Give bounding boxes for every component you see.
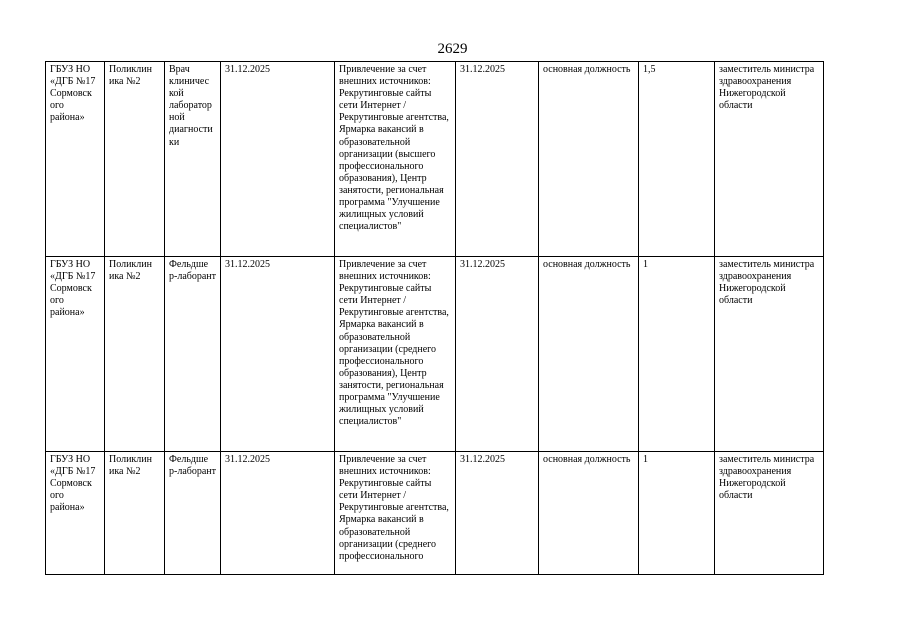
cell-date: 31.12.2025	[221, 452, 335, 575]
cell-deadline: 31.12.2025	[456, 62, 539, 257]
cell-rate: 1,5	[639, 62, 715, 257]
cell-responsible: заместитель министра здравоохранения Нижегородской области	[715, 257, 824, 452]
cell-deadline: 31.12.2025	[456, 257, 539, 452]
cell-rate: 1	[639, 452, 715, 575]
cell-job-type: основная должность	[539, 257, 639, 452]
cell-rate: 1	[639, 257, 715, 452]
staffing-plan-table	[45, 61, 824, 575]
cell-position: Врач клиничес кой лаборатор ной диагности ки	[165, 62, 221, 257]
table-row	[46, 62, 824, 257]
cell-organization: ГБУЗ НО «ДГБ №17 Сормовск ого района»	[46, 452, 105, 575]
cell-deadline: 31.12.2025	[456, 452, 539, 575]
cell-date: 31.12.2025	[221, 257, 335, 452]
cell-organization: ГБУЗ НО «ДГБ №17 Сормовск ого района»	[46, 257, 105, 452]
cell-responsible: заместитель министра здравоохранения Нижегородской области	[715, 62, 824, 257]
cell-job-type: основная должность	[539, 452, 639, 575]
table-row	[46, 257, 824, 452]
cell-measures: Привлечение за счет внешних источников: Рекрутинговые сайты сети Интернет / Рекрутинговые агентства, Ярмарка вакансий в образовательной организации (высшего профессионального образования), Центр занятости, региональная программа "Улучшение жилищных условий специалистов"	[335, 62, 456, 257]
cell-measures: Привлечение за счет внешних источников: Рекрутинговые сайты сети Интернет / Рекрутинговые агентства, Ярмарка вакансий в образовательной организации (среднего профессионального образования), Центр занятости, региональная программа "Улучшение жилищных условий специалистов"	[335, 257, 456, 452]
cell-subdivision: Поликлин ика №2	[105, 62, 165, 257]
table-row	[46, 452, 824, 575]
cell-position: Фельдше р-лаборант	[165, 452, 221, 575]
cell-subdivision: Поликлин ика №2	[105, 257, 165, 452]
cell-date: 31.12.2025	[221, 62, 335, 257]
page-number: 2629	[437, 41, 468, 57]
cell-measures: Привлечение за счет внешних источников: Рекрутинговые сайты сети Интернет / Рекрутинговые агентства, Ярмарка вакансий в образовательной организации (среднего профессионального	[335, 452, 456, 575]
cell-organization: ГБУЗ НО «ДГБ №17 Сормовск ого района»	[46, 62, 105, 257]
cell-subdivision: Поликлин ика №2	[105, 452, 165, 575]
cell-responsible: заместитель министра здравоохранения Нижегородской области	[715, 452, 824, 575]
cell-position: Фельдше р-лаборант	[165, 257, 221, 452]
cell-job-type: основная должность	[539, 62, 639, 257]
